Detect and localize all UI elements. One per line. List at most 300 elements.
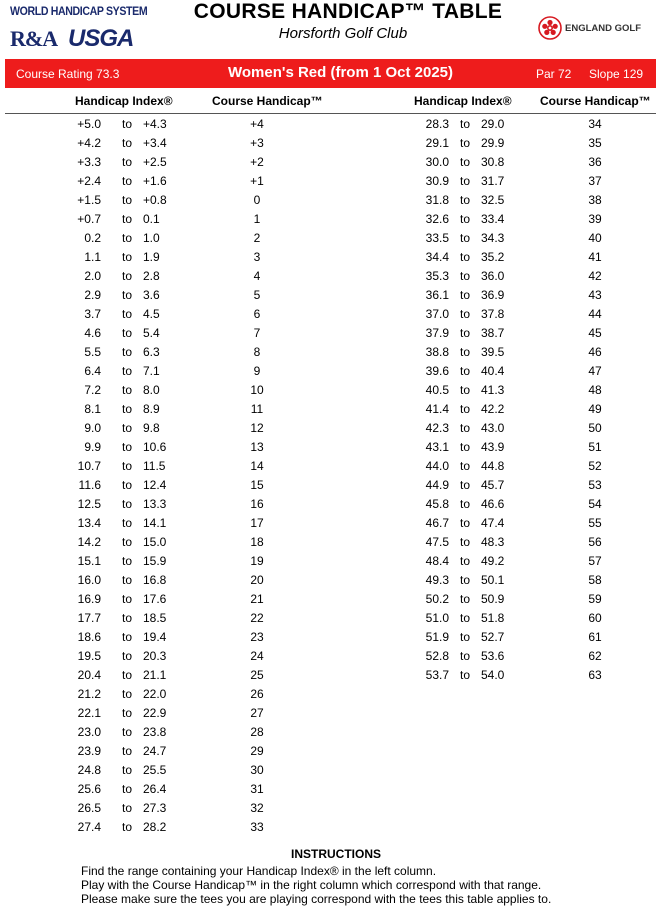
table-row — [0, 801, 666, 819]
handicap-index-from: 16.0 — [77, 573, 101, 587]
handicap-index-to: 8.9 — [143, 402, 160, 416]
range-to-label: to — [121, 155, 132, 169]
course-handicap-value: 16 — [250, 497, 264, 511]
course-handicap-value: 20 — [250, 573, 264, 587]
handicap-index-from: 38.8 — [425, 345, 449, 359]
handicap-index-to: 26.4 — [143, 782, 167, 796]
course-handicap-value: 0 — [253, 193, 261, 207]
course-handicap-value: 5 — [253, 288, 261, 302]
handicap-index-to: 52.7 — [481, 630, 505, 644]
course-handicap-value: 3 — [253, 250, 261, 264]
handicap-index-to: 42.2 — [481, 402, 505, 416]
table-row — [0, 516, 666, 534]
course-handicap-value: 33 — [250, 820, 264, 834]
handicap-index-to: 31.7 — [481, 174, 505, 188]
course-handicap-value: 23 — [250, 630, 264, 644]
handicap-index-to: 12.4 — [143, 478, 167, 492]
table-row — [0, 668, 666, 686]
handicap-index-from: 20.4 — [77, 668, 101, 682]
handicap-index-from: 30.9 — [425, 174, 449, 188]
handicap-index-from: +3.3 — [77, 155, 101, 169]
handicap-index-to: 45.7 — [481, 478, 505, 492]
handicap-index-to: 14.1 — [143, 516, 167, 530]
handicap-index-to: 46.6 — [481, 497, 505, 511]
page-title-text: COURSE HANDICAP™ TABLE — [193, 0, 503, 23]
handicap-index-from: 37.9 — [425, 326, 449, 340]
course-handicap-value: 60 — [588, 611, 602, 625]
handicap-index-to: 15.9 — [143, 554, 167, 568]
handicap-index-from: +0.7 — [77, 212, 101, 226]
course-handicap-value: 2 — [253, 231, 261, 245]
table-row — [0, 174, 666, 192]
handicap-index-to: 18.5 — [143, 611, 167, 625]
range-to-label: to — [459, 307, 470, 321]
range-to-label: to — [121, 478, 132, 492]
range-to-label: to — [121, 668, 132, 682]
handicap-index-from: 42.3 — [425, 421, 449, 435]
handicap-index-from: 47.5 — [425, 535, 449, 549]
handicap-index-to: 53.6 — [481, 649, 505, 663]
course-handicap-value: 19 — [250, 554, 264, 568]
handicap-index-from: 2.0 — [84, 269, 101, 283]
course-handicap-value: +2 — [250, 155, 264, 169]
range-to-label: to — [459, 174, 470, 188]
table-row — [0, 649, 666, 667]
handicap-index-to: 40.4 — [481, 364, 505, 378]
range-to-label: to — [121, 288, 132, 302]
handicap-index-from: 51.9 — [425, 630, 449, 644]
handicap-index-from: 7.2 — [84, 383, 101, 397]
handicap-index-from: 6.4 — [84, 364, 101, 378]
handicap-index-to: 44.8 — [481, 459, 505, 473]
handicap-index-from: 29.1 — [425, 136, 449, 150]
range-to-label: to — [459, 668, 470, 682]
right-course-handicap-header: Course Handicap™ — [540, 94, 651, 108]
table-row — [0, 478, 666, 496]
par: Par 72 — [536, 67, 572, 81]
table-row — [0, 250, 666, 268]
course-handicap-value: 44 — [588, 307, 602, 321]
course-handicap-value: 14 — [250, 459, 264, 473]
slope-rating: Slope 129 — [589, 67, 644, 81]
handicap-index-to: 43.9 — [481, 440, 505, 454]
handicap-index-from: 31.8 — [425, 193, 449, 207]
range-to-label: to — [121, 459, 132, 473]
instruction-line-2: Play with the Course Handicap™ in the right column which correspond with that range. — [81, 878, 542, 892]
whs-logo-text: WORLD HANDICAP SYSTEM — [10, 6, 148, 18]
handicap-index-to: 5.4 — [143, 326, 160, 340]
course-handicap-value: 15 — [250, 478, 264, 492]
course-handicap-value: 27 — [250, 706, 264, 720]
handicap-index-from: +2.4 — [77, 174, 101, 188]
course-handicap-value: 61 — [588, 630, 602, 644]
handicap-index-from: 33.5 — [425, 231, 449, 245]
range-to-label: to — [459, 288, 470, 302]
handicap-index-from: +4.2 — [77, 136, 101, 150]
range-to-label: to — [121, 250, 132, 264]
handicap-index-to: 8.0 — [143, 383, 160, 397]
range-to-label: to — [121, 421, 132, 435]
handicap-index-to: 4.5 — [143, 307, 160, 321]
table-row — [0, 782, 666, 800]
range-to-label: to — [121, 231, 132, 245]
table-row — [0, 155, 666, 173]
instruction-line-3: Please make sure the tees you are playing correspond with the tees this table applies to. — [81, 892, 552, 906]
handicap-index-from: 9.9 — [84, 440, 101, 454]
handicap-index-from: 0.2 — [84, 231, 101, 245]
range-to-label: to — [459, 421, 470, 435]
handicap-index-from: 11.6 — [78, 478, 101, 492]
range-to-label: to — [121, 212, 132, 226]
course-handicap-value: 54 — [588, 497, 602, 511]
course-handicap-value: 29 — [250, 744, 264, 758]
range-to-label: to — [121, 763, 132, 777]
course-handicap-value: 37 — [588, 174, 602, 188]
course-handicap-value: 59 — [588, 592, 602, 606]
course-handicap-value: 55 — [588, 516, 602, 530]
handicap-index-to: 25.5 — [143, 763, 167, 777]
handicap-index-to: 7.1 — [143, 364, 160, 378]
range-to-label: to — [459, 136, 470, 150]
range-to-label: to — [121, 117, 132, 131]
range-to-label: to — [459, 231, 470, 245]
range-to-label: to — [121, 630, 132, 644]
course-rating: Course Rating 73.3 — [16, 67, 120, 81]
range-to-label: to — [459, 155, 470, 169]
range-to-label: to — [459, 326, 470, 340]
handicap-index-from: 2.9 — [84, 288, 101, 302]
course-handicap-value: 40 — [588, 231, 602, 245]
course-handicap-value: 57 — [588, 554, 602, 568]
course-handicap-value: 41 — [588, 250, 602, 264]
handicap-index-to: 22.9 — [143, 706, 167, 720]
range-to-label: to — [121, 440, 132, 454]
instructions-title — [0, 847, 666, 861]
handicap-index-from: 9.0 — [84, 421, 101, 435]
right-handicap-index-header: Handicap Index® — [414, 94, 512, 108]
range-to-label: to — [121, 269, 132, 283]
handicap-index-from: 32.6 — [425, 212, 449, 226]
table-row — [0, 820, 666, 838]
england-golf-text: ENGLAND GOLF — [565, 23, 641, 34]
handicap-index-from: 46.7 — [425, 516, 449, 530]
range-to-label: to — [459, 573, 470, 587]
course-handicap-value: 52 — [588, 459, 602, 473]
handicap-index-from: 14.2 — [77, 535, 101, 549]
table-row — [0, 725, 666, 743]
handicap-index-to: 17.6 — [143, 592, 167, 606]
table-row — [0, 269, 666, 287]
course-handicap-value: 36 — [588, 155, 602, 169]
handicap-index-to: +3.4 — [143, 136, 167, 150]
range-to-label: to — [459, 516, 470, 530]
table-row — [0, 592, 666, 610]
course-handicap-value: 10 — [250, 383, 264, 397]
handicap-index-from: 16.9 — [77, 592, 101, 606]
handicap-index-to: 29.9 — [481, 136, 505, 150]
table-row — [0, 117, 666, 135]
handicap-index-to: 36.0 — [481, 269, 505, 283]
course-handicap-value: 43 — [588, 288, 602, 302]
course-handicap-value: 22 — [250, 611, 264, 625]
course-handicap-value: +3 — [250, 136, 264, 150]
handicap-index-from: 22.1 — [77, 706, 101, 720]
range-to-label: to — [121, 706, 132, 720]
course-handicap-value: 30 — [250, 763, 264, 777]
range-to-label: to — [459, 497, 470, 511]
course-handicap-value: 6 — [253, 307, 261, 321]
table-row — [0, 630, 666, 648]
course-handicap-value: 34 — [588, 117, 602, 131]
range-to-label: to — [121, 402, 132, 416]
ra-logo-text: R&A — [10, 26, 58, 51]
course-handicap-value: 38 — [588, 193, 602, 207]
range-to-label: to — [121, 782, 132, 796]
table-row — [0, 288, 666, 306]
handicap-index-to: +2.5 — [143, 155, 167, 169]
handicap-index-to: +0.8 — [143, 193, 167, 207]
course-handicap-value: 9 — [253, 364, 261, 378]
course-handicap-value: 56 — [588, 535, 602, 549]
handicap-index-from: 23.0 — [77, 725, 101, 739]
handicap-index-to: 41.3 — [481, 383, 505, 397]
course-handicap-value: 4 — [253, 269, 261, 283]
course-handicap-value: 48 — [588, 383, 602, 397]
range-to-label: to — [121, 725, 132, 739]
handicap-index-to: 11.5 — [143, 459, 166, 473]
range-to-label: to — [121, 326, 132, 340]
range-to-label: to — [121, 573, 132, 587]
handicap-index-from: 35.3 — [425, 269, 449, 283]
handicap-index-to: 20.3 — [143, 649, 167, 663]
table-row — [0, 763, 666, 781]
range-to-label: to — [121, 174, 132, 188]
range-to-label: to — [459, 250, 470, 264]
instructions-title-text: INSTRUCTIONS — [291, 847, 381, 861]
table-row — [0, 326, 666, 344]
handicap-index-to: 34.3 — [481, 231, 505, 245]
handicap-index-from: 17.7 — [77, 611, 101, 625]
handicap-index-to: 39.5 — [481, 345, 505, 359]
range-to-label: to — [121, 820, 132, 834]
range-to-label: to — [459, 478, 470, 492]
table-row — [0, 383, 666, 401]
range-to-label: to — [121, 592, 132, 606]
handicap-index-to: 37.8 — [481, 307, 505, 321]
handicap-index-to: 22.0 — [143, 687, 167, 701]
course-handicap-value: +1 — [250, 174, 264, 188]
handicap-index-from: 45.8 — [425, 497, 449, 511]
handicap-index-to: 38.7 — [481, 326, 505, 340]
range-to-label: to — [121, 744, 132, 758]
club-name-text: Horsforth Golf Club — [278, 25, 408, 42]
handicap-index-from: 41.4 — [425, 402, 449, 416]
handicap-index-to: 50.9 — [481, 592, 505, 606]
range-to-label: to — [121, 307, 132, 321]
handicap-index-from: 48.4 — [425, 554, 449, 568]
handicap-index-from: 37.0 — [425, 307, 449, 321]
handicap-index-from: 44.9 — [425, 478, 449, 492]
range-to-label: to — [459, 535, 470, 549]
handicap-index-from: 18.6 — [77, 630, 101, 644]
range-to-label: to — [459, 459, 470, 473]
handicap-index-to: 28.2 — [143, 820, 167, 834]
course-handicap-value: 49 — [588, 402, 602, 416]
range-to-label: to — [459, 269, 470, 283]
range-to-label: to — [459, 630, 470, 644]
range-to-label: to — [459, 193, 470, 207]
handicap-index-from: 51.0 — [425, 611, 449, 625]
handicap-index-to: 27.3 — [143, 801, 167, 815]
range-to-label: to — [121, 345, 132, 359]
range-to-label: to — [121, 554, 132, 568]
handicap-index-to: 36.9 — [481, 288, 505, 302]
handicap-index-from: 40.5 — [425, 383, 449, 397]
handicap-index-from: 27.4 — [77, 820, 101, 834]
course-handicap-value: 42 — [588, 269, 602, 283]
course-handicap-value: 8 — [253, 345, 261, 359]
range-to-label: to — [121, 687, 132, 701]
range-to-label: to — [121, 611, 132, 625]
range-to-label: to — [459, 364, 470, 378]
handicap-index-from: 12.5 — [77, 497, 101, 511]
course-handicap-value: 7 — [253, 326, 261, 340]
handicap-index-to: 24.7 — [143, 744, 167, 758]
handicap-index-to: 54.0 — [481, 668, 505, 682]
handicap-index-from: 26.5 — [77, 801, 101, 815]
handicap-index-to: 43.0 — [481, 421, 505, 435]
course-handicap-value: 18 — [250, 535, 264, 549]
course-handicap-value: 24 — [250, 649, 264, 663]
table-row — [0, 611, 666, 629]
table-row — [0, 402, 666, 420]
handicap-index-from: 28.3 — [425, 117, 449, 131]
handicap-index-to: 3.6 — [143, 288, 160, 302]
handicap-index-to: 15.0 — [143, 535, 167, 549]
handicap-index-from: 36.1 — [425, 288, 449, 302]
handicap-index-to: 29.0 — [481, 117, 505, 131]
handicap-index-to: 51.8 — [481, 611, 505, 625]
instruction-line-1: Find the range containing your Handicap Index® in the left column. — [81, 864, 437, 878]
range-to-label: to — [459, 383, 470, 397]
table-row — [0, 687, 666, 705]
handicap-index-to: 50.1 — [481, 573, 505, 587]
course-handicap-value: 28 — [250, 725, 264, 739]
range-to-label: to — [121, 801, 132, 815]
handicap-index-from: 8.1 — [84, 402, 101, 416]
handicap-index-to: 30.8 — [481, 155, 505, 169]
handicap-index-to: 1.9 — [143, 250, 160, 264]
course-handicap-value: 50 — [588, 421, 602, 435]
table-row — [0, 193, 666, 211]
handicap-index-from: +1.5 — [77, 193, 101, 207]
handicap-index-from: 53.7 — [425, 668, 449, 682]
course-handicap-value: +4 — [250, 117, 264, 131]
course-handicap-value: 26 — [250, 687, 264, 701]
handicap-index-from: 50.2 — [425, 592, 449, 606]
handicap-index-to: 1.0 — [143, 231, 160, 245]
course-handicap-value: 21 — [250, 592, 264, 606]
handicap-index-from: 4.6 — [84, 326, 101, 340]
handicap-index-from: 19.5 — [77, 649, 101, 663]
course-handicap-value: 46 — [588, 345, 602, 359]
table-row — [0, 307, 666, 325]
handicap-index-from: 10.7 — [77, 459, 101, 473]
table-row — [0, 231, 666, 249]
table-row — [0, 535, 666, 553]
course-handicap-value: 62 — [588, 649, 602, 663]
handicap-index-from: 23.9 — [77, 744, 101, 758]
table-row — [0, 554, 666, 572]
range-to-label: to — [121, 649, 132, 663]
handicap-index-from: 49.3 — [425, 573, 449, 587]
course-handicap-value: 63 — [588, 668, 602, 682]
handicap-index-from: 5.5 — [84, 345, 101, 359]
table-row — [0, 744, 666, 762]
table-row — [0, 573, 666, 591]
left-course-handicap-header: Course Handicap™ — [212, 94, 323, 108]
handicap-index-from: 34.4 — [425, 250, 449, 264]
handicap-index-to: 10.6 — [143, 440, 167, 454]
handicap-index-to: 48.3 — [481, 535, 505, 549]
range-to-label: to — [121, 193, 132, 207]
handicap-index-to: +4.3 — [143, 117, 167, 131]
handicap-index-to: 32.5 — [481, 193, 505, 207]
course-handicap-value: 11 — [250, 402, 264, 416]
course-handicap-value: 25 — [250, 668, 264, 682]
handicap-index-from: 43.1 — [425, 440, 449, 454]
range-to-label: to — [459, 402, 470, 416]
course-handicap-value: 32 — [250, 801, 264, 815]
usga-logo-text: USGA — [68, 25, 134, 52]
range-to-label: to — [121, 364, 132, 378]
table-row — [0, 706, 666, 724]
course-handicap-value: 35 — [588, 136, 602, 150]
table-row — [0, 459, 666, 477]
handicap-index-from: 3.7 — [84, 307, 101, 321]
table-row — [0, 497, 666, 515]
handicap-index-from: 44.0 — [425, 459, 449, 473]
handicap-index-to: 47.4 — [481, 516, 505, 530]
course-handicap-value: 1 — [253, 212, 261, 226]
handicap-index-to: 23.8 — [143, 725, 167, 739]
course-handicap-value: 51 — [588, 440, 602, 454]
handicap-index-to: 6.3 — [143, 345, 160, 359]
handicap-index-to: 9.8 — [143, 421, 160, 435]
handicap-index-to: 0.1 — [143, 212, 160, 226]
course-handicap-value: 53 — [588, 478, 602, 492]
handicap-index-from: 30.0 — [425, 155, 449, 169]
range-to-label: to — [459, 212, 470, 226]
handicap-index-from: 52.8 — [425, 649, 449, 663]
handicap-index-from: 13.4 — [77, 516, 101, 530]
handicap-index-to: 35.2 — [481, 250, 505, 264]
handicap-index-from: 15.1 — [77, 554, 101, 568]
handicap-index-to: 49.2 — [481, 554, 505, 568]
range-to-label: to — [459, 611, 470, 625]
handicap-index-from: 21.2 — [77, 687, 101, 701]
handicap-index-from: +5.0 — [77, 117, 101, 131]
table-row — [0, 364, 666, 382]
handicap-index-to: +1.6 — [143, 174, 167, 188]
table-row — [0, 345, 666, 363]
handicap-index-to: 16.8 — [143, 573, 167, 587]
handicap-index-to: 21.1 — [143, 668, 167, 682]
course-handicap-value: 58 — [588, 573, 602, 587]
table-row — [0, 421, 666, 439]
handicap-index-to: 33.4 — [481, 212, 505, 226]
course-handicap-value: 13 — [250, 440, 264, 454]
